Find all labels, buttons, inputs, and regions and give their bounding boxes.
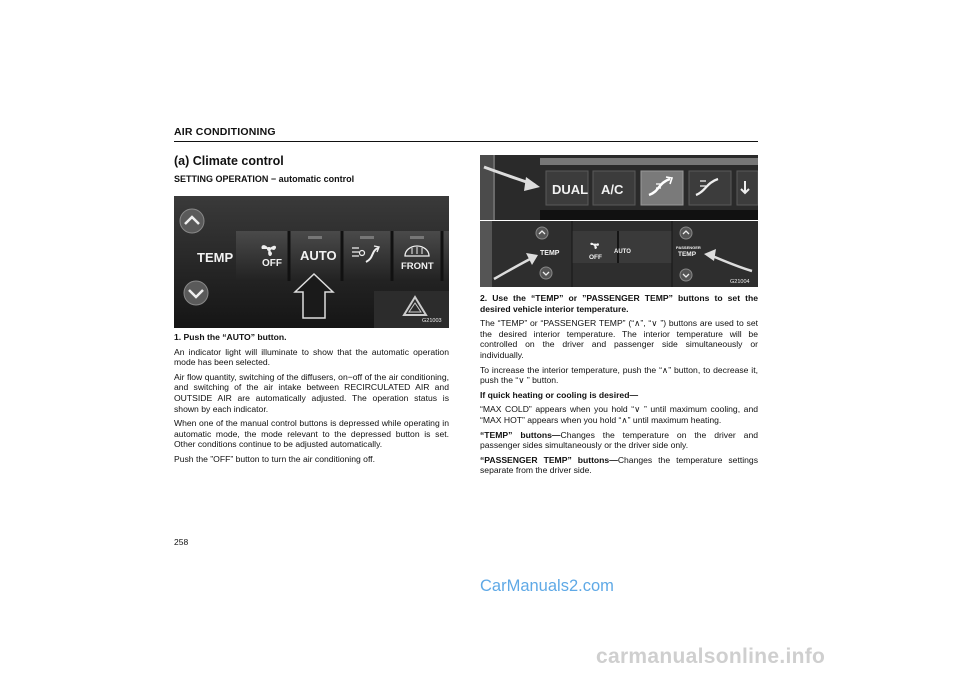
passenger-temp-buttons-term: “PASSENGER TEMP” buttons—	[480, 454, 618, 465]
panel-passenger-label: PASSENGER	[676, 245, 701, 250]
paragraph: The “TEMP” or “PASSENGER TEMP” (“∧”, “∨ ”) buttons are used to set the desired interior temperature. The interior temperature will be controlled on the driver and passenger side simultaneously or individually.	[480, 318, 758, 360]
panel-passenger-temp-label: TEMP	[678, 251, 697, 258]
paragraph: To increase the interior temperature, push the “∧” button, to decrease it, push the “∨ ” button.	[480, 364, 758, 386]
passenger-temp-buttons-desc: Changes the temperature settings separate from the driver side.	[480, 454, 758, 476]
climate-panel-photo	[174, 196, 449, 328]
temp-buttons-term: “TEMP” buttons—	[480, 429, 561, 440]
paragraph: “MAX COLD” appears when you hold “∨ ” until maximum cooling, and “MAX HOT” appears when you hold “∧” until maximum heating.	[480, 404, 758, 425]
panel-front-label: FRONT	[401, 261, 434, 272]
panel-off-label: OFF	[262, 258, 282, 269]
climate-panel-top-photo	[480, 155, 758, 220]
watermark-carmanualsonline[interactable]: carmanualsonline.info	[596, 645, 826, 668]
step-1-heading: 1. Push the “AUTO” button.	[174, 332, 287, 342]
section-title: (a) Climate control	[174, 154, 284, 168]
paragraph: When one of the manual control buttons is depressed while operating in automatic mode, the mode relevant to the depressed button is set. Other conditions continue to be adjusted automatically.	[174, 418, 449, 450]
step-2-heading: 2. Use the “TEMP” or ”PASSENGER TEMP” buttons to set the desired vehicle interior temperature.	[480, 293, 758, 314]
section-subtitle: SETTING OPERATION − automatic control	[174, 174, 355, 184]
right-text-column	[480, 293, 758, 480]
figure-code: G21003	[422, 318, 442, 324]
panel-auto-label-small: AUTO	[614, 249, 631, 255]
arrow-down-icon	[184, 281, 208, 305]
climate-panel-bottom-photo	[480, 221, 758, 287]
paragraph	[480, 455, 758, 476]
left-text-column	[174, 332, 449, 469]
watermark-carmanuals2[interactable]: CarManuals2.com	[480, 577, 614, 595]
paragraph: Air flow quantity, switching of the diffusers, on−off of the air conditioning, and switching of the air intake between RECIRCULATED AIR and OUTSIDE AIR are automatically adjusted. The operation status is shown by each indicator.	[174, 371, 449, 414]
paragraph	[480, 430, 758, 451]
panel-temp-label-small: TEMP	[540, 250, 560, 257]
temp-buttons-desc: Changes the temperature on the driver and passenger sides simultaneously or the driver side only.	[480, 429, 758, 451]
panel-dual-label: DUAL	[552, 182, 589, 197]
figure-code: G21004	[730, 279, 750, 285]
page-number: 258	[174, 537, 189, 547]
quick-heating-heading: If quick heating or cooling is desired—	[480, 389, 639, 400]
panel-off-label-small: OFF	[589, 254, 602, 261]
header-rule	[174, 141, 758, 142]
panel-ac-label: A/C	[601, 182, 624, 197]
panel-temp-label: TEMP	[197, 250, 234, 265]
section-header: AIR CONDITIONING	[174, 126, 276, 138]
arrow-up-icon	[180, 209, 204, 233]
paragraph: An indicator light will illuminate to show that the automatic operation mode has been selected.	[174, 346, 449, 368]
panel-auto-label: AUTO	[300, 248, 337, 263]
paragraph: Push the ”OFF” button to turn the air conditioning off.	[174, 453, 375, 464]
